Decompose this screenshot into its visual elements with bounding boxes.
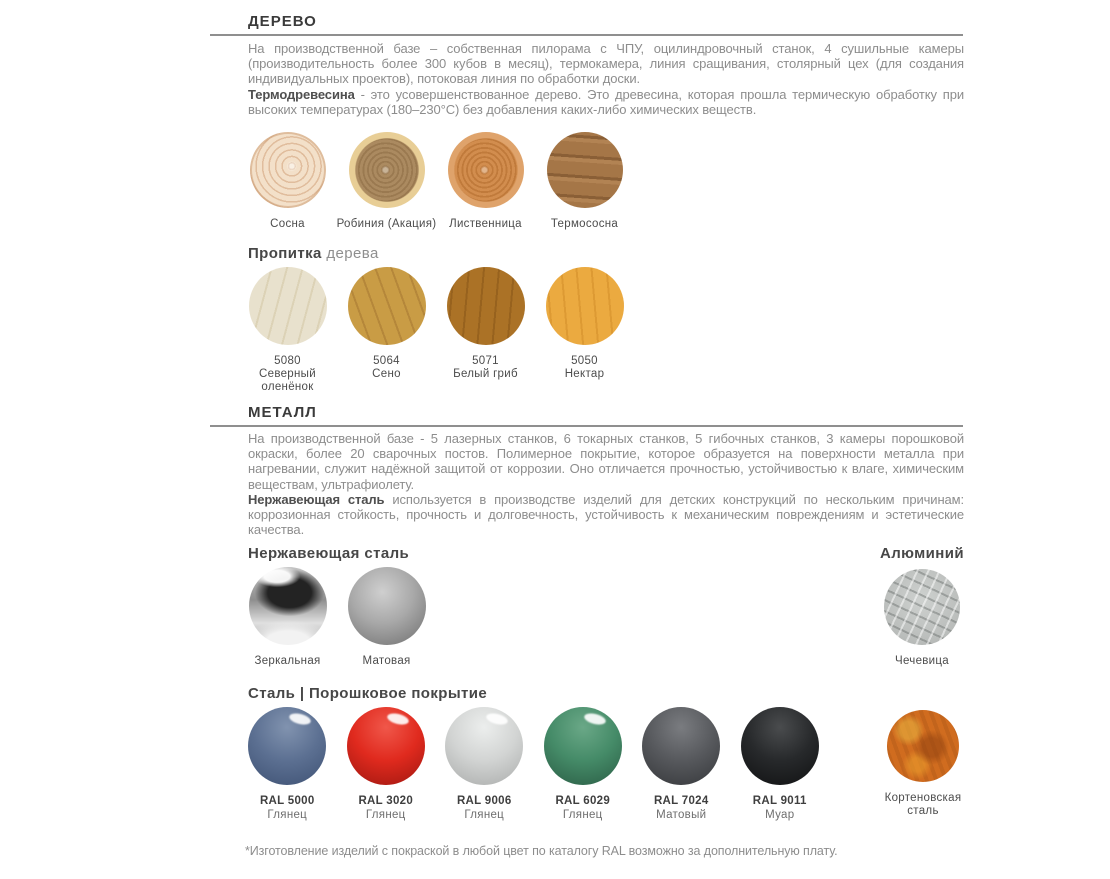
swatch-label: Термососна	[550, 218, 619, 230]
thermopine-wood-swatch-image	[547, 132, 623, 208]
swatch-label	[260, 795, 315, 822]
swatch-5064	[337, 267, 436, 394]
aluminum-plate-swatch-image	[884, 569, 960, 645]
ral-finish: Глянец	[267, 809, 308, 821]
ral-code: RAL 5000	[259, 795, 315, 807]
swatch-label	[457, 795, 512, 822]
metal-intro-paragraph: На производственной базе - 5 лазерных станков, 6 токарных станков, 5 гибочных станков, 3 камеры порошковой окраски, более 20 сварочных постов. Полимерное покрытие, которое образуется на поверхности металла при нагревании, служит надёжной защитой от коррозии. Оно отличается прочностью, устойчивостью к влаге, химическим веществам, ультрафиолету.	[248, 431, 964, 492]
ral-code: RAL 9011	[752, 795, 807, 807]
ral-7024-swatch-image	[642, 707, 720, 785]
swatch-label	[654, 795, 709, 822]
impregnation-row	[238, 267, 634, 394]
ral-9006-swatch-image	[445, 707, 523, 785]
impregnation-title-light: дерева	[326, 245, 379, 262]
impregnation-title-strong: Пропитка	[248, 245, 322, 262]
impregnation-5064-swatch-image	[348, 267, 426, 345]
swatch-mirror-steel	[238, 567, 337, 668]
swatch-5080	[238, 267, 337, 394]
impregnation-name: Нектар	[564, 368, 605, 380]
swatch-label	[753, 795, 807, 822]
robinia-wood-swatch-image	[349, 132, 425, 208]
swatch-ral-9006	[435, 707, 534, 822]
wood-text-block	[248, 41, 964, 117]
ral-code: RAL 7024	[653, 795, 709, 807]
swatch-label	[555, 795, 610, 822]
wood-section-divider	[210, 34, 963, 36]
pine-wood-swatch-image	[250, 132, 326, 208]
corten-cell	[871, 710, 975, 818]
impregnation-name: Белый гриб	[453, 368, 518, 380]
swatch-ral-7024	[632, 707, 731, 822]
impregnation-code: 5080	[274, 355, 301, 367]
wood-section-title: ДЕРЕВО	[248, 13, 317, 30]
ral-finish: Муар	[765, 809, 795, 821]
ral-5000-swatch-image	[248, 707, 326, 785]
swatch-label: Чечевица	[895, 655, 949, 667]
ral-3020-swatch-image	[347, 707, 425, 785]
stainless-lead-text: Нержавеющая сталь	[248, 491, 385, 507]
metal-section-divider	[210, 425, 963, 427]
ral-finish: Глянец	[464, 809, 505, 821]
ral-finish: Глянец	[562, 809, 603, 821]
metal-section-title: МЕТАЛЛ	[248, 404, 317, 421]
swatch-label: Лиственница	[449, 218, 522, 230]
swatch-pine	[238, 132, 337, 231]
swatch-label: Робиния (Акация)	[336, 218, 437, 230]
swatch-thermopine	[535, 132, 634, 231]
swatch-robinia	[337, 132, 436, 231]
impregnation-5050-swatch-image	[546, 267, 624, 345]
stainless-title: Нержавеющая сталь	[248, 545, 410, 562]
swatch-5071	[436, 267, 535, 394]
ral-6029-swatch-image	[544, 707, 622, 785]
mirror-steel-swatch-image	[249, 567, 327, 645]
swatch-ral-9011	[731, 707, 830, 822]
ral-code: RAL 9006	[456, 795, 512, 807]
wood-intro-paragraph: На производственной базе – собственная пилорама с ЧПУ, оцилиндровочный станок, 4 сушильные камеры (производительность более 300 кубов в месяц), термокамера, линия сращивания, столярный цех (для создания индивидуальных проектов), потоковая линия по обработки доски.	[248, 41, 964, 87]
stainless-body-text: используется в производстве изделий для детских конструкций по нескольким причинам: коррозионная стойкость, прочность и долговечность, устойчивость к механическим повреждениям и эстетические качества.	[248, 491, 965, 538]
ral-footnote: *Изготовление изделий с покраской в любой цвет по каталогу RAL возможно за дополнительную плату.	[245, 844, 838, 858]
impregnation-name: Северный оленёнок	[259, 368, 316, 393]
swatch-label: Зеркальная	[254, 655, 321, 667]
wood-thermo-paragraph	[248, 87, 964, 117]
impregnation-5080-swatch-image	[249, 267, 327, 345]
swatch-label: Сосна	[270, 218, 305, 230]
wood-species-row	[238, 132, 634, 231]
swatch-ral-5000	[238, 707, 337, 822]
metal-stainless-paragraph	[248, 492, 964, 538]
stainless-row	[238, 567, 436, 668]
impregnation-5071-swatch-image	[447, 267, 525, 345]
thermo-body-text: - это усовершенствованное дерево. Это древесина, которая прошла термическую обработку при высоких температурах (180–230°С) без добавления каких-либо химических веществ.	[248, 86, 964, 117]
swatch-5050	[535, 267, 634, 394]
swatch-label	[358, 795, 413, 822]
corten-steel-swatch-image	[887, 710, 959, 782]
aluminum-title: Алюминий	[880, 545, 964, 562]
ral-finish: Матовый	[656, 809, 707, 821]
swatch-larch	[436, 132, 535, 231]
swatch-label	[238, 355, 337, 394]
aluminum-cell	[872, 545, 972, 668]
swatch-label: Кортеновская сталь	[884, 792, 962, 817]
impregnation-code: 5064	[373, 355, 400, 367]
impregnation-code: 5071	[472, 355, 499, 367]
swatch-label	[453, 355, 518, 381]
swatch-label	[372, 355, 401, 381]
matte-steel-swatch-image	[348, 567, 426, 645]
powder-coating-row	[238, 707, 829, 822]
larch-wood-swatch-image	[448, 132, 524, 208]
ral-code: RAL 3020	[358, 795, 414, 807]
ral-finish: Глянец	[365, 809, 406, 821]
swatch-label	[565, 355, 605, 381]
swatch-matte-steel	[337, 567, 436, 668]
ral-9011-swatch-image	[741, 707, 819, 785]
ral-code: RAL 6029	[555, 795, 611, 807]
thermo-lead-text: Термодревесина	[248, 86, 355, 102]
powder-coating-title: Сталь | Порошковое покрытие	[248, 685, 488, 702]
impregnation-title	[248, 245, 379, 262]
swatch-label: Матовая	[362, 655, 411, 667]
swatch-ral-6029	[534, 707, 633, 822]
swatch-ral-3020	[337, 707, 436, 822]
impregnation-code: 5050	[571, 355, 598, 367]
impregnation-name: Сено	[372, 368, 401, 380]
metal-text-block	[248, 431, 964, 537]
